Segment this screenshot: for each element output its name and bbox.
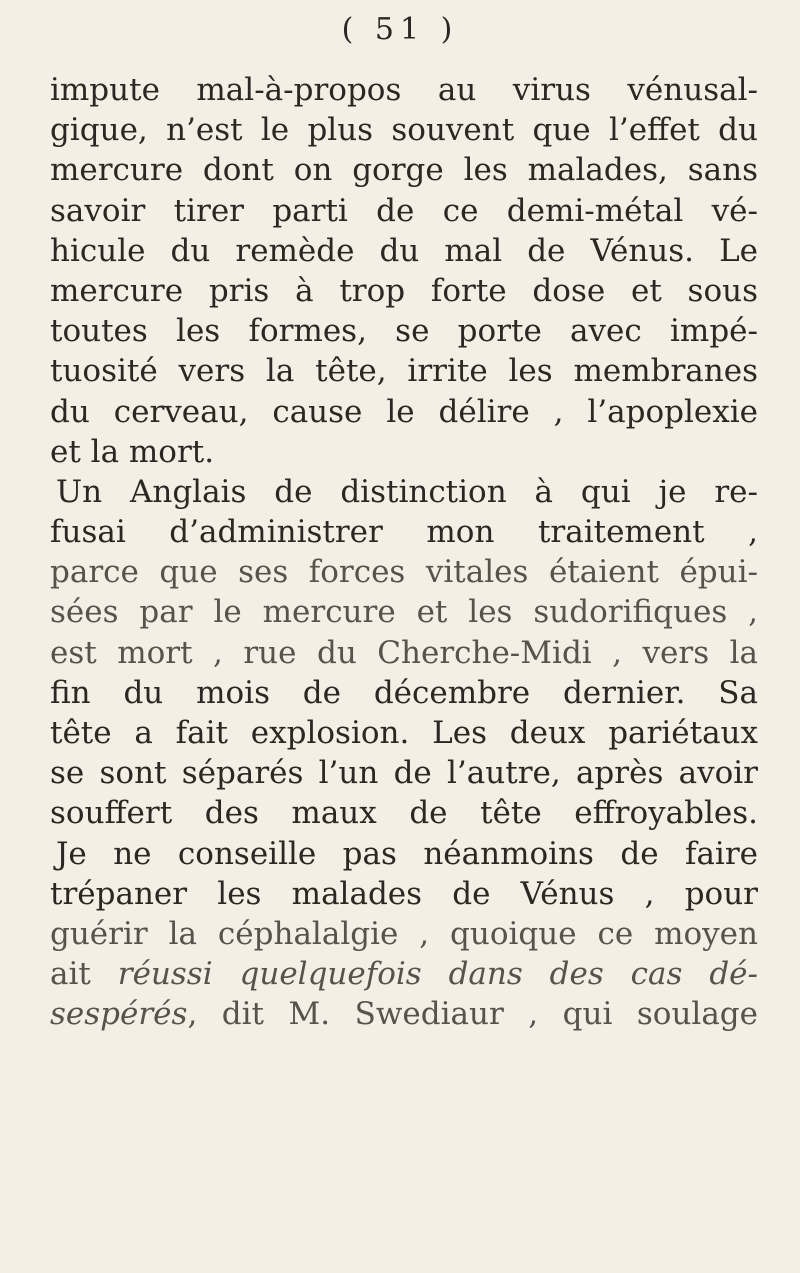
- text-line: fusai d’administrer mon traitement ,: [50, 514, 758, 551]
- text-segment: , dit M. Swediaur , qui soulage: [187, 996, 758, 1033]
- text-line: Un Anglais de distinction à qui je re-: [56, 473, 758, 510]
- text-line: tête a fait explosion. Les deux pariétaux: [50, 715, 758, 751]
- page-number: ( 51 ): [341, 12, 459, 47]
- text-segment: ait: [50, 956, 118, 993]
- text-line: du cerveau, cause le délire , l’apoplexie: [50, 393, 758, 430]
- text-line: se sont séparés l’un de l’autre, après avoir: [50, 755, 758, 792]
- text-line: mercure pris à trop forte dose et sous: [50, 272, 758, 309]
- text-line: sées par le mercure et les sudorifiques ,: [50, 594, 758, 631]
- body-text: [50, 70, 758, 1035]
- text-line: guérir la céphalalgie , quoique ce moyen: [50, 915, 758, 952]
- text-line: et la mort.: [50, 433, 215, 470]
- text-line: hicule du remède du mal de Vénus. Le: [50, 232, 758, 269]
- text-line: gique, n’est le plus souvent que l’effet du: [50, 112, 758, 149]
- text-line: toutes les formes, se porte avec impé-: [50, 313, 758, 350]
- text-line: [50, 954, 758, 994]
- text-line: fin du mois de décembre dernier. Sa: [50, 674, 758, 711]
- text-line: savoir tirer parti de ce demi-métal vé-: [50, 192, 758, 229]
- text-line: [50, 994, 758, 1034]
- text-line: mercure dont on gorge les malades, sans: [50, 152, 758, 189]
- italic-text: réussi quelquefois dans des cas dé-: [117, 956, 758, 993]
- text-line: trépaner les malades de Vénus , pour: [50, 875, 758, 912]
- text-line: parce que ses forces vitales étaient épui-: [50, 554, 758, 591]
- text-line: est mort , rue du Cherche-Midi , vers la: [50, 634, 758, 671]
- italic-text: sespérés: [50, 996, 188, 1033]
- text-line: impute mal-à-propos au virus vénusal-: [50, 72, 758, 108]
- text-line: tuosité vers la tête, irrite les membranes: [50, 353, 758, 390]
- text-line: souffert des maux de tête effroyables.: [50, 795, 758, 832]
- text-line: Je ne conseille pas néanmoins de faire: [56, 835, 758, 872]
